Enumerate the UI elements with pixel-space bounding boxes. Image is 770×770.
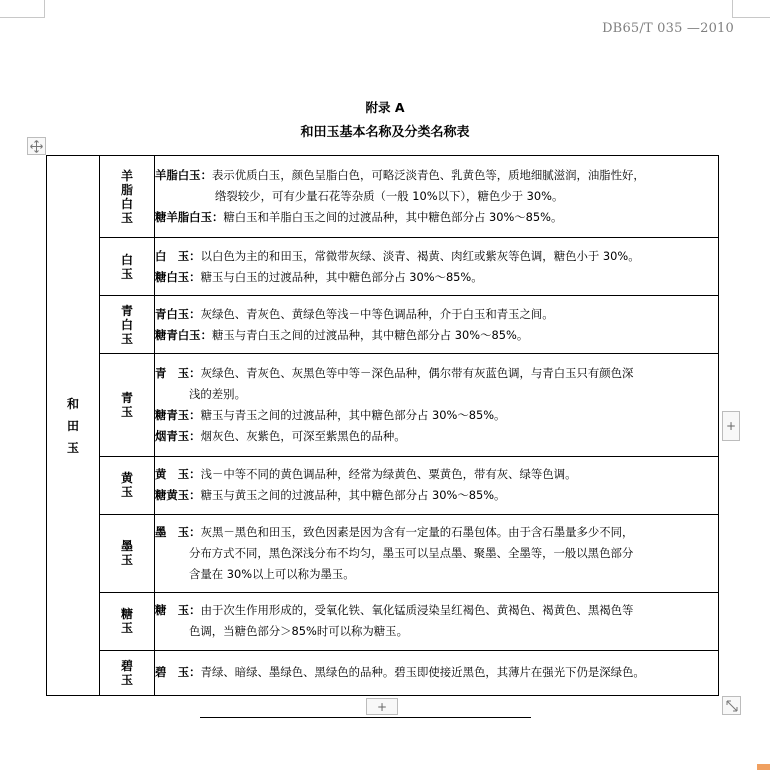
definition-entry [155,304,718,325]
definition-text: 糖玉与青白玉之间的过渡品种，其中糖色部分占 30%～85%。 [211,327,529,342]
term-label: 墨 玉： [155,524,201,539]
category-label: 羊 脂 白 玉 [120,168,133,225]
term-label: 青 玉： [155,365,201,380]
term-label: 羊脂白玉： [155,168,212,183]
plus-icon: + [725,419,737,433]
definition-entry [155,207,718,228]
description-cell [155,354,719,456]
add-column-button[interactable] [722,411,740,441]
move-icon [30,140,43,153]
definition-text: 浅的差别。 [189,386,246,401]
resize-icon [726,700,738,712]
appendix-label: 附录 A [365,100,405,115]
table-row [47,238,719,296]
description-cell [155,296,719,354]
table-row [47,650,719,695]
category-cell [100,238,155,296]
category-cell [100,456,155,514]
table-row [47,592,719,650]
definition-text: 糖玉与白玉的过渡品种，其中糖色部分占 30%～85%。 [200,269,483,284]
definition-text: 绺裂较少，可有少量石花等杂质（一般 10%以下），糖色少于 30%。 [215,189,564,204]
description-cell [155,456,719,514]
definition-entry [155,246,718,267]
definition-entry [155,600,718,642]
definition-entry [155,522,718,585]
category-cell [100,592,155,650]
definition-entry [155,426,718,447]
definition-text: 表示优质白玉，颜色呈脂白色，可略泛淡青色、乳黄色等，质地细腻滋润，油脂性好， [211,168,645,183]
term-label: 糖黄玉： [155,488,201,503]
definition-text: 糖白玉和羊脂白玉之间的过渡品种，其中糖色部分占 30%～85%。 [223,210,563,225]
definition-text: 灰黑－黑色和田玉，致色因素是因为含有一定量的石墨包体。由于含石墨量多少不同， [200,524,634,539]
category-label: 碧 玉 [120,658,133,687]
category-label: 糖 玉 [120,607,133,636]
definition-entry [155,363,718,405]
definition-text: 浅－中等不同的黄色调品种，经常为绿黄色、粟黄色，带有灰、绿等色调。 [200,467,577,482]
table-move-handle[interactable] [27,137,46,155]
definition-text: 糖玉与青玉之间的过渡品种，其中糖色部分占 30%～85%。 [200,407,506,422]
add-row-button[interactable] [366,698,398,715]
category-cell [100,650,155,695]
term-label: 糖青玉： [155,407,201,422]
definition-text: 青绿、暗绿、墨绿色、黑绿色的品种。碧玉即使接近黑色，其薄片在强光下仍是深绿色。 [200,665,645,680]
term-label: 糖白玉： [155,269,201,284]
description-cell [155,650,719,695]
description-cell [155,592,719,650]
corner-marker [757,764,770,770]
crop-mark-top-right [732,0,770,18]
term-label: 白 玉： [155,248,201,263]
document-code: DB65/T 035 —2010 [602,21,734,36]
crop-mark-top-left [0,0,45,18]
term-label: 青白玉： [155,306,201,321]
table-row [47,514,719,592]
term-label: 糖青白玉： [155,327,212,342]
term-label: 碧 玉： [155,665,201,680]
category-cell [100,296,155,354]
definition-entry [155,405,718,426]
table-resize-handle[interactable] [722,696,741,715]
category-label: 白 玉 [120,252,133,281]
definition-text: 烟灰色、灰紫色，可深至紫黑色的品种。 [200,428,406,443]
definition-text: 分布方式不同，黑色深浅分布不均匀，墨玉可以呈点墨、聚墨、全墨等，一般以黑色部分 [189,545,634,560]
definition-text: 色调，当糖色部分＞85%时可以称为糖玉。 [189,624,408,639]
term-label: 黄 玉： [155,467,201,482]
category-label: 墨 玉 [120,539,133,568]
category-label: 黄 玉 [120,471,133,500]
category-cell [100,156,155,238]
definition-text: 糖玉与黄玉之间的过渡品种，其中糖色部分占 30%～85%。 [200,488,506,503]
category-label: 青 玉 [120,390,133,419]
definition-text: 由于次生作用形成的，受氧化铁、氧化锰质浸染呈红褐色、黄褐色、褐黄色、黑褐色等 [200,603,634,618]
table-row [47,456,719,514]
definition-entry [155,267,718,288]
definition-entry [155,662,718,683]
term-label: 烟青玉： [155,428,201,443]
category-label: 青 白 玉 [120,303,133,346]
definition-text: 灰绿色、青灰色、灰黑色等中等－深色品种，偶尔带有灰蓝色调，与青白玉只有颜色深 [200,365,634,380]
category-cell [100,514,155,592]
term-label: 糖 玉： [155,603,201,618]
definition-entry [155,165,718,207]
description-cell [155,514,719,592]
term-label: 糖羊脂白玉： [155,210,224,225]
footer-line [200,717,531,718]
definition-text: 以白色为主的和田玉，常微带灰绿、淡青、褐黄、肉红或紫灰等色调，糖色小于 30%。 [200,248,640,263]
table-row [47,354,719,456]
description-cell [155,238,719,296]
table-row [47,296,719,354]
category-cell [100,354,155,456]
root-category-cell [47,156,100,696]
table-row [47,156,719,238]
root-category-label: 和 田 玉 [66,396,79,455]
definition-text: 含量在 30%以上可以称为墨玉。 [189,566,355,581]
jade-classification-table [46,155,719,696]
definition-entry [155,464,718,485]
plus-icon: + [376,699,388,714]
table-title: 和田玉基本名称及分类名称表 [300,125,470,140]
definition-entry [155,325,718,346]
definition-text: 灰绿色、青灰色、黄绿色等浅－中等色调品种，介于白玉和青玉之间。 [200,306,554,321]
definition-entry [155,485,718,506]
description-cell [155,156,719,238]
